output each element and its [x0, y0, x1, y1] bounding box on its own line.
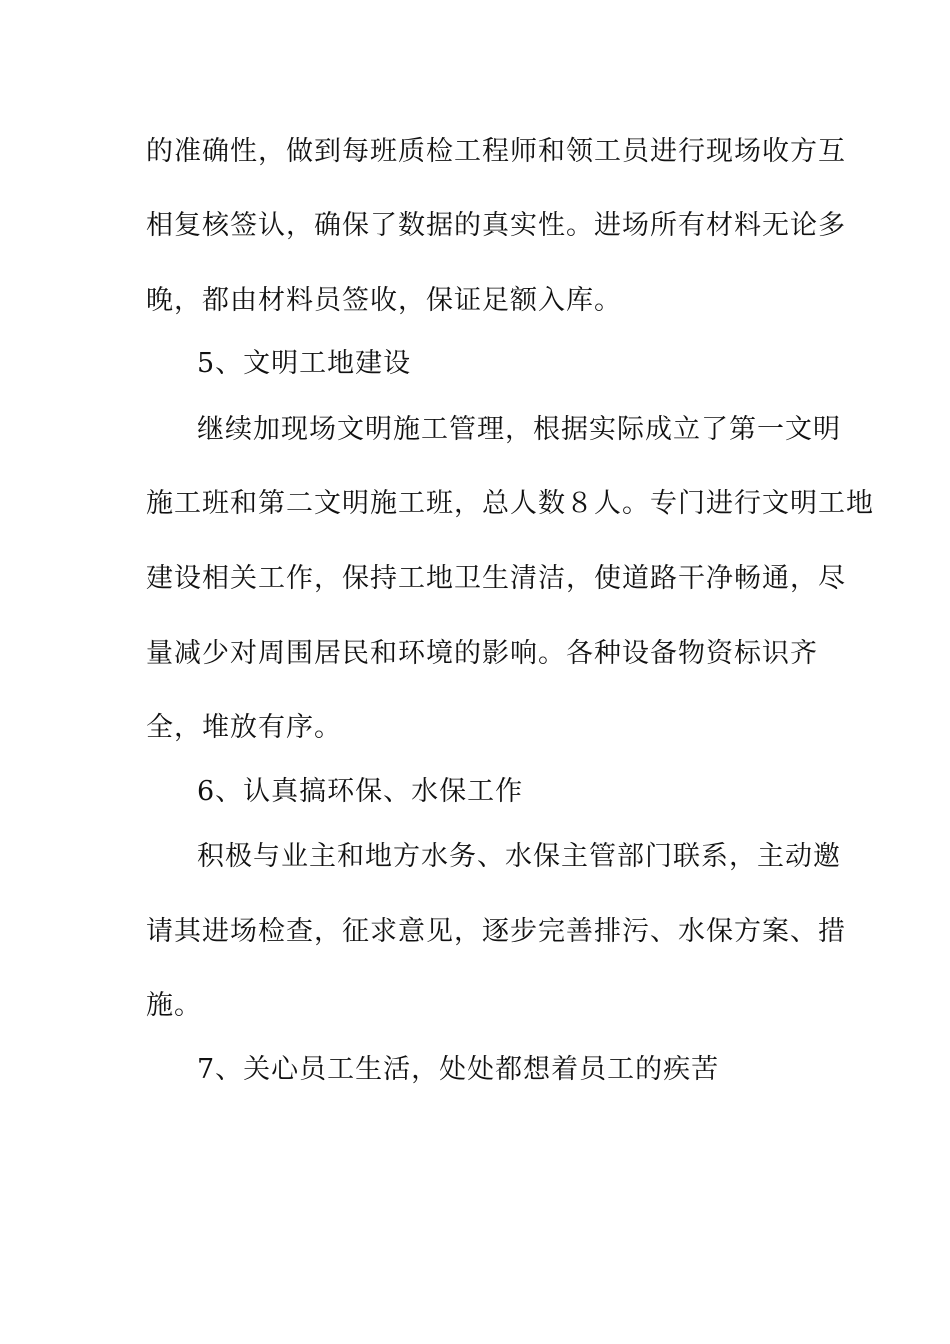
paragraph-line: 全，堆放有序。	[146, 712, 342, 743]
paragraph-line: 晚，都由材料员签收，保证足额入库。	[146, 285, 622, 316]
paragraph-line: 积极与业主和地方水务、水保主管部门联系，主动邀	[197, 841, 841, 872]
section-heading-7: 7、关心员工生活，处处都想着员工的疾苦	[197, 1054, 720, 1085]
paragraph-line: 相复核签认，确保了数据的真实性。进场所有材料无论多	[146, 210, 846, 241]
paragraph-line: 量减少对周围居民和环境的影响。各种设备物资标识齐	[146, 638, 818, 669]
paragraph-line: 请其进场检查，征求意见，逐步完善排污、水保方案、措	[146, 916, 846, 947]
paragraph-line: 建设相关工作，保持工地卫生清洁，使道路干净畅通，尽	[146, 563, 846, 594]
paragraph-line: 的准确性，做到每班质检工程师和领工员进行现场收方互	[146, 136, 846, 167]
section-heading-5: 5、文明工地建设	[197, 348, 412, 379]
paragraph-line: 施工班和第二文明施工班，总人数８人。专门进行文明工地	[146, 488, 874, 519]
paragraph-line: 施。	[146, 990, 202, 1021]
paragraph-line: 继续加现场文明施工管理，根据实际成立了第一文明	[197, 414, 841, 445]
section-heading-6: 6、认真搞环保、水保工作	[197, 776, 524, 807]
